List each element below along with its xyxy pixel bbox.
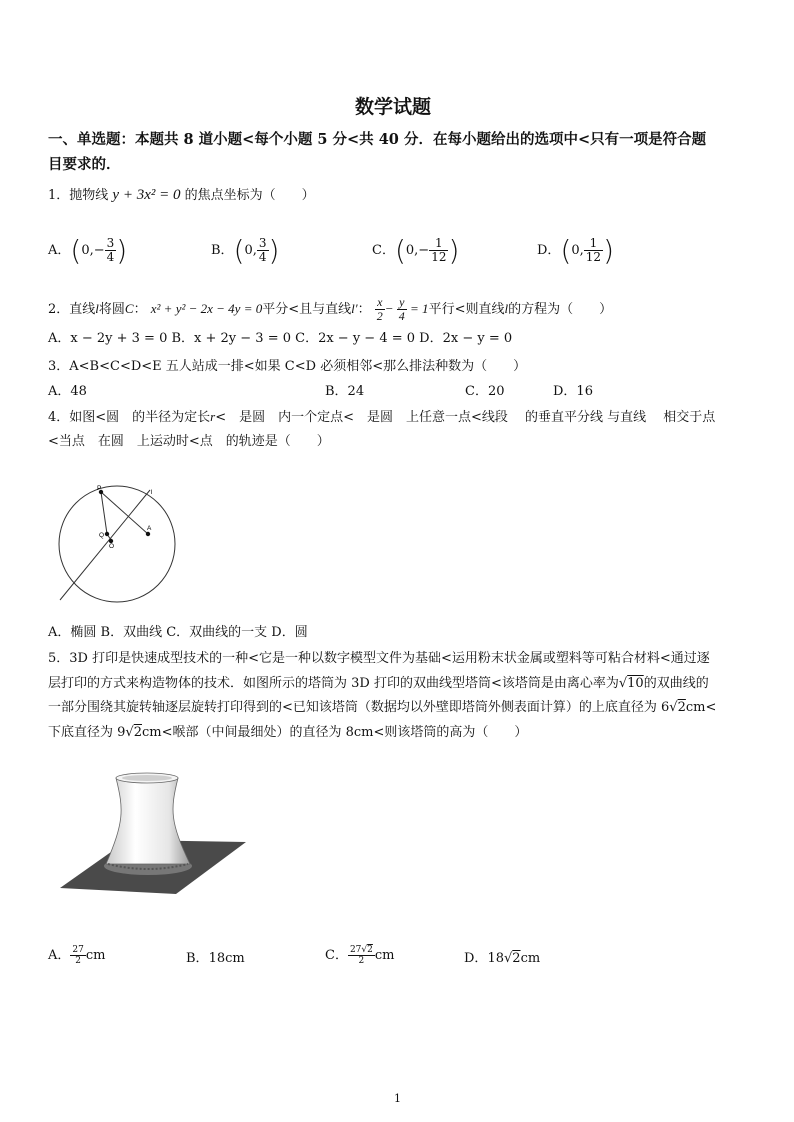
label-p: P: [97, 485, 102, 492]
q5-text: 下底直径为 9: [48, 725, 126, 740]
option-sign: −: [418, 243, 430, 258]
numerator-coefficient: 27: [349, 945, 362, 955]
q1-stem-prefix: 1．抛物线: [48, 188, 109, 203]
line-l: [60, 490, 150, 600]
sqrt-sign: √: [669, 700, 678, 715]
option-value: 0,: [571, 243, 584, 258]
option-coefficient: 18: [487, 951, 504, 966]
option-fraction: [257, 237, 269, 264]
sqrt-radicand: 2: [677, 700, 686, 715]
option-fraction: [348, 945, 375, 966]
fraction-numerator: 1: [429, 237, 448, 251]
label-q: Q: [99, 532, 105, 539]
point-a: [146, 532, 150, 536]
page-title: 数学试题: [355, 96, 432, 118]
question-5-line2: [48, 676, 709, 692]
q2-line-var: l: [504, 301, 509, 316]
option-fraction: [105, 237, 117, 264]
label-o: O: [109, 543, 115, 550]
fraction-denominator: 4: [258, 250, 267, 264]
q5-tower-figure: [58, 770, 248, 900]
sqrt-radicand: 10: [627, 676, 644, 691]
q2-circle-equation: x² + y² − 2x − 4y = 0: [150, 301, 263, 316]
option-unit: cm: [520, 951, 541, 966]
option-label: B．: [211, 243, 234, 258]
option-unit: cm: [85, 948, 106, 963]
fraction-denominator: 12: [431, 250, 447, 264]
fraction-numerator: [348, 945, 375, 956]
q2-text: 2．直线: [48, 302, 96, 317]
fraction-numerator: 1: [584, 237, 603, 251]
q1-option-b: B．(0, $\frac{3}{4}$ ): [211, 234, 280, 267]
q2-equals: = 1: [406, 301, 429, 316]
sqrt-sign: √: [361, 945, 368, 955]
q2-text: 的方程为（ ）: [508, 302, 613, 317]
q4-circle-figure: [50, 480, 180, 605]
segment-pq: [101, 492, 107, 534]
page-number: 1: [394, 1092, 401, 1105]
q2-text: ：: [357, 302, 371, 317]
option-label: C．: [372, 243, 395, 258]
fraction-denominator: 12: [585, 250, 602, 264]
option-fraction: [584, 237, 603, 264]
tower-body: [106, 778, 190, 864]
option-label: D．: [464, 951, 488, 966]
q3-option-a: A．48: [48, 384, 87, 399]
q2-minus: −: [384, 301, 397, 316]
segment-pa: [101, 492, 148, 534]
fraction-denominator: 4: [106, 250, 115, 264]
question-2-stem: [48, 296, 612, 323]
q5-text: 的双曲线的: [643, 676, 709, 691]
option-unit: cm: [374, 948, 395, 963]
sqrt-radicand: 2: [512, 951, 521, 966]
circle-outline: [59, 486, 175, 602]
q2-options: A．x − 2y + 3 = 0 B．x + 2y − 3 = 0 C．2x − y − 4 = 0 D．2x − y = 0: [48, 331, 513, 346]
q2-text: ：: [133, 302, 147, 317]
question-5-line4: [48, 725, 527, 741]
question-4-line1: [48, 409, 715, 426]
q5-option-b: [186, 947, 245, 966]
q5-option-d: [464, 947, 540, 966]
option-sign: −: [93, 243, 105, 258]
q1-equation: y + 3x² = 0: [112, 187, 181, 203]
option-fraction: [429, 237, 448, 264]
fraction-numerator: x: [375, 296, 385, 310]
q2-circle-var: C: [124, 301, 134, 316]
sqrt-radicand: 2: [133, 725, 142, 740]
q1-option-a: A．(0,− $\frac{3}{4}$ ): [48, 234, 128, 267]
fraction-denominator: 2: [358, 956, 365, 966]
option-value: 0,: [81, 243, 94, 258]
fraction-numerator: 3: [106, 236, 115, 250]
question-4-line2: <当点 在圆 上运动时<点 的轨迹是（ ）: [48, 434, 330, 449]
q2-text: 将圆: [98, 302, 125, 317]
q2-line-prime-var: l′: [351, 301, 358, 316]
q1-stem-suffix: 的焦点坐标为（ ）: [184, 188, 315, 203]
q5-text: cm<: [685, 700, 717, 715]
label-a: A: [147, 525, 152, 532]
sqrt-radicand: 2: [367, 945, 373, 955]
q4-options: A．椭圆 B．双曲线 C．双曲线的一支 D．圆: [48, 625, 308, 640]
option-label: D．: [537, 243, 561, 258]
option-value: 0,: [405, 243, 419, 258]
point-q: [105, 532, 109, 536]
q2-text: 平行<则直线: [428, 302, 505, 317]
sqrt-sign: √: [503, 951, 513, 966]
q2-fraction-y: [397, 296, 407, 323]
fraction-denominator: 4: [398, 309, 405, 323]
q2-line-var: l: [95, 301, 99, 316]
option-label: B．: [186, 951, 209, 966]
option-label: A．: [48, 243, 71, 258]
option-value: 18cm: [208, 951, 245, 966]
sqrt-sign: √: [125, 725, 134, 740]
fraction-denominator: 2: [376, 309, 383, 323]
option-label: A．: [48, 948, 71, 963]
section-header-line1: 一、单选题：本题共 8 道小题<每个小题 5 分<共 40 分．在每小题给出的选项中<只有一项是符合题: [48, 131, 707, 148]
q4-radius-var: r: [210, 409, 216, 424]
sqrt-sign: √: [618, 676, 628, 691]
q4-text: 4．如图<圆 的半径为定长: [48, 410, 211, 425]
section-header-line2: 目要求的．: [48, 156, 121, 173]
q1-option-d: D．(0, $\frac{1}{12}$ ): [537, 234, 614, 267]
question-3-stem: 3．A<B<C<D<E 五人站成一排<如果 C<D 必须相邻<那么排法种数为（ ）: [48, 359, 527, 374]
fraction-denominator: 2: [75, 956, 81, 966]
q3-option-c: C．20: [465, 384, 505, 399]
q3-option-d: D．16: [553, 384, 593, 399]
q3-option-b: B．24: [325, 384, 365, 399]
q1-option-c: C．(0,− $\frac{1}{12}$ ): [372, 234, 460, 267]
question-1-stem: [48, 187, 315, 204]
fraction-numerator: 27: [72, 945, 84, 955]
q5-option-a: [48, 944, 105, 966]
q2-fraction-x: [375, 296, 385, 323]
q5-text: cm<喉部（中间最细处）的直径为 8cm<则该塔筒的高为（ ）: [141, 725, 528, 740]
question-5-line1: 5．3D 打印是快速成型技术的一种<它是一种以数字模型文件为基础<运用粉末状金属或塑料等可粘合材料<通过逐: [48, 651, 710, 666]
fraction-numerator: y: [397, 296, 407, 310]
q4-text: < 是圆 内一个定点< 是圆 上任意一点<线段 的垂直平分线 与直线 相交于点: [215, 410, 716, 425]
q5-text: 一部分围绕其旋转轴逐层旋转打印得到的<已知该塔筒（数据均以外壁即塔筒外侧表面计算）的上底直径为 6: [48, 700, 670, 715]
tower-top-inner: [122, 775, 172, 781]
q5-option-c: [325, 944, 395, 966]
option-value: 0,: [244, 243, 257, 258]
question-5-line3: [48, 700, 716, 716]
label-l: l: [151, 489, 153, 496]
q5-text: 层打印的方式来构造物体的技术．如图所示的塔筒为 3D 打印的双曲线型塔筒<该塔筒是由离心率为: [48, 676, 619, 691]
fraction-numerator: 3: [258, 236, 267, 250]
option-fraction: [70, 945, 85, 966]
q2-text: 平分<且与直线: [262, 302, 352, 317]
option-label: C．: [325, 948, 348, 963]
